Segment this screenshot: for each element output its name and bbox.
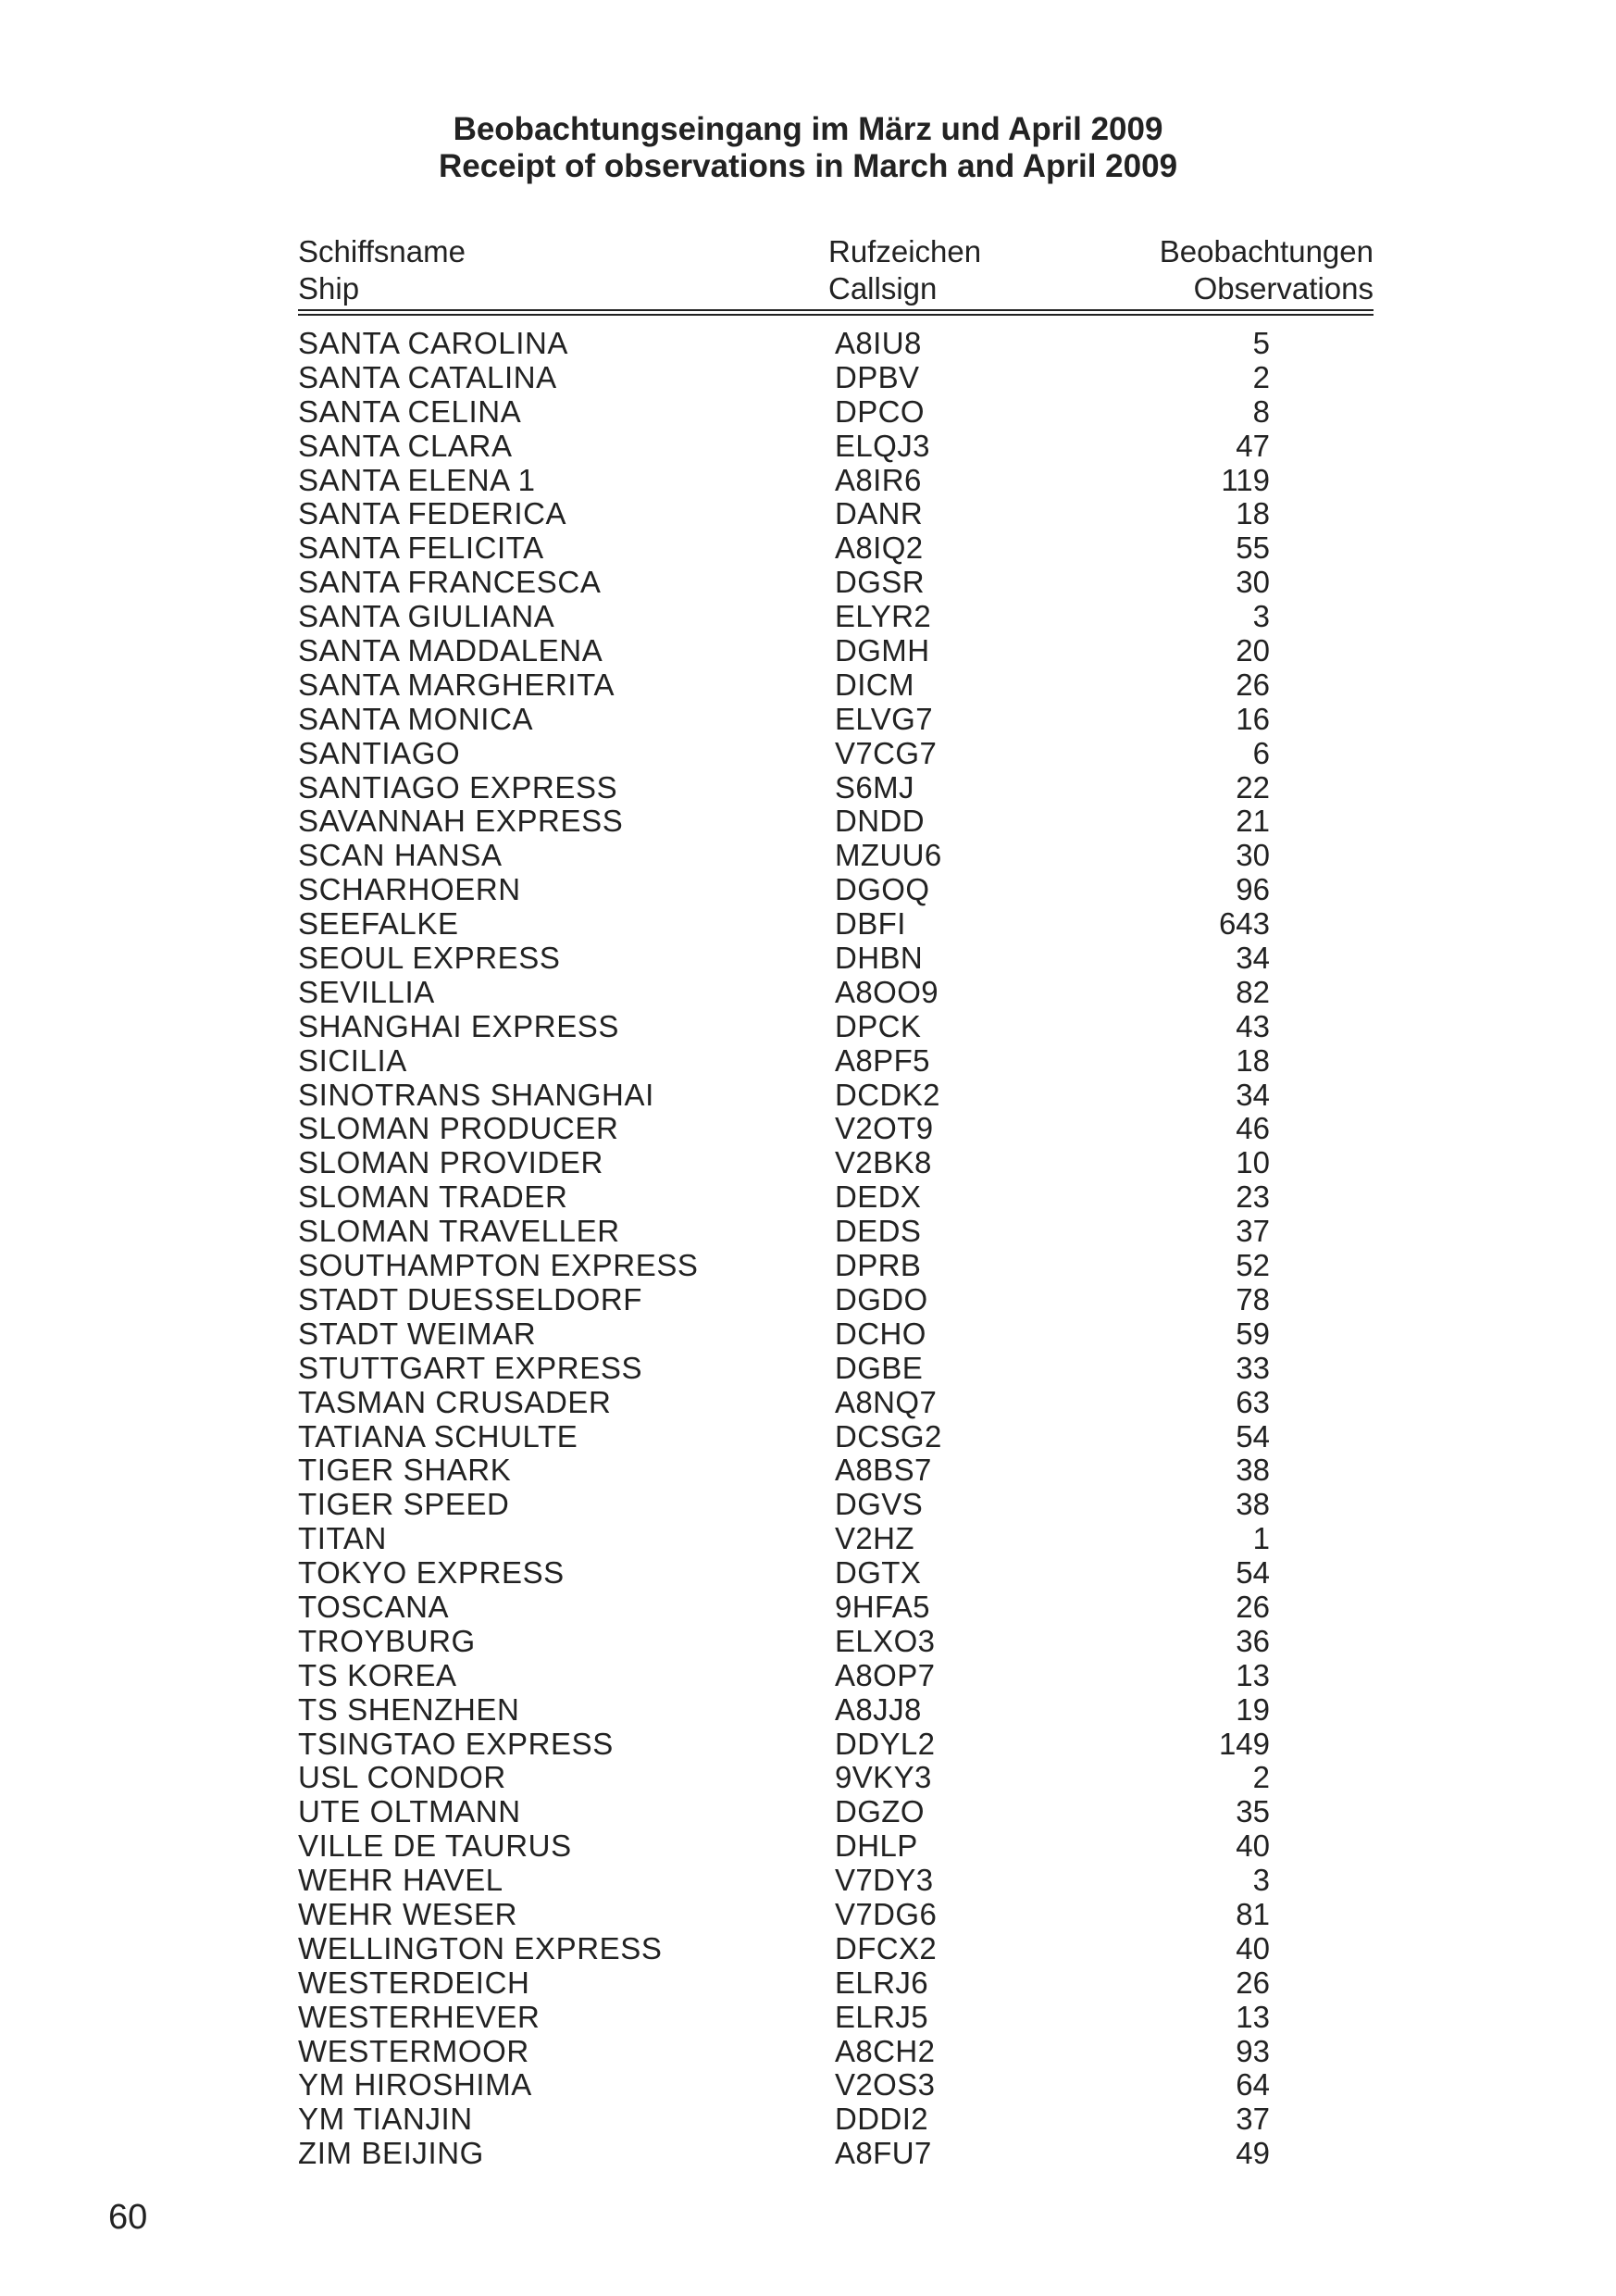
ship-name-cell: SANTA GIULIANA	[298, 599, 555, 634]
table-row	[298, 1317, 1270, 1352]
ship-name-cell: SANTA CAROLINA	[298, 326, 569, 360]
table-row	[298, 395, 1270, 430]
observations-cell: 33	[1236, 1350, 1270, 1385]
callsign-cell: DPBV	[835, 359, 920, 394]
callsign-cell: ELRJ6	[835, 1965, 929, 2000]
observations-cell: 54	[1236, 1555, 1270, 1591]
observations-cell: 1	[1252, 1521, 1270, 1556]
ship-name-cell: SLOMAN TRAVELLER	[298, 1214, 620, 1249]
observations-cell: 18	[1236, 1042, 1270, 1078]
observations-cell: 26	[1236, 1589, 1270, 1624]
observations-cell: 8	[1252, 393, 1270, 429]
ship-name-cell: SEEFALKE	[298, 906, 459, 942]
callsign-cell: ELXO3	[835, 1623, 936, 1658]
table-row	[298, 531, 1270, 566]
table-row	[298, 2068, 1270, 2103]
header-ship-de: Schiffsname	[298, 234, 466, 268]
callsign-cell: DGTX	[835, 1555, 922, 1591]
observations-cell: 49	[1236, 2136, 1270, 2171]
table-row	[298, 1249, 1270, 1283]
observations-cell: 82	[1236, 974, 1270, 1009]
ship-name-cell: YM HIROSHIMA	[298, 2067, 532, 2103]
ship-name-cell: SANTA FELICITA	[298, 530, 544, 566]
callsign-cell: V7DY3	[835, 1863, 934, 1898]
table-row	[298, 1454, 1270, 1488]
observations-cell: 64	[1236, 2067, 1270, 2103]
callsign-cell: DDDI2	[835, 2102, 929, 2137]
observations-cell: 23	[1236, 1179, 1270, 1215]
table-row	[298, 668, 1270, 703]
observations-cell: 34	[1236, 1077, 1270, 1112]
callsign-cell: DBFI	[835, 906, 906, 942]
callsign-cell: V2HZ	[835, 1521, 914, 1556]
ship-name-cell: SICILIA	[298, 1042, 407, 1078]
table-row	[298, 566, 1270, 600]
table-row	[298, 1795, 1270, 1829]
observations-cell: 3	[1252, 599, 1270, 634]
callsign-cell: DGDO	[835, 1281, 928, 1316]
callsign-cell: V2BK8	[835, 1145, 932, 1180]
ship-name-cell: SCAN HANSA	[298, 838, 503, 873]
observations-cell: 3	[1252, 1863, 1270, 1898]
callsign-cell: DGSR	[835, 565, 925, 600]
ship-name-cell: UTE OLTMANN	[298, 1794, 521, 1829]
ship-name-cell: STADT DUESSELDORF	[298, 1281, 643, 1316]
table-row	[298, 1898, 1270, 1932]
table-row	[298, 1864, 1270, 1898]
ship-name-cell: SAVANNAH EXPRESS	[298, 804, 624, 839]
observations-cell: 78	[1236, 1281, 1270, 1316]
observations-cell: 59	[1236, 1316, 1270, 1351]
ship-name-cell: SLOMAN PRODUCER	[298, 1111, 619, 1146]
observations-cell: 2	[1252, 1760, 1270, 1795]
ship-name-cell: SEVILLIA	[298, 974, 435, 1009]
ship-name-cell: ZIM BEIJING	[298, 2136, 484, 2171]
ship-name-cell: TASMAN CRUSADER	[298, 1384, 612, 1419]
ship-name-cell: SANTA CELINA	[298, 393, 522, 429]
callsign-cell: V7CG7	[835, 735, 938, 770]
callsign-cell: DGVS	[835, 1487, 924, 1522]
ship-name-cell: TIGER SPEED	[298, 1487, 510, 1522]
ship-name-cell: SINOTRANS SHANGHAI	[298, 1077, 654, 1112]
observations-cell: 30	[1236, 565, 1270, 600]
callsign-cell: A8FU7	[835, 2136, 932, 2171]
callsign-cell: DGOQ	[835, 872, 930, 907]
table-row	[298, 1386, 1270, 1420]
callsign-cell: A8JJ8	[835, 1691, 922, 1727]
observations-cell: 37	[1236, 2102, 1270, 2137]
header-callsign-de: Rufzeichen	[828, 234, 982, 268]
table-row	[298, 497, 1270, 531]
table-row	[298, 2103, 1270, 2137]
ship-name-cell: WESTERMOOR	[298, 2033, 529, 2068]
observations-cell: 63	[1236, 1384, 1270, 1419]
callsign-cell: DPCK	[835, 1008, 922, 1043]
observations-cell: 43	[1236, 1008, 1270, 1043]
observations-cell: 36	[1236, 1623, 1270, 1658]
ship-name-cell: STADT WEIMAR	[298, 1316, 537, 1351]
observations-cell: 26	[1236, 1965, 1270, 2000]
callsign-cell: ELVG7	[835, 701, 933, 736]
callsign-cell: A8CH2	[835, 2033, 936, 2068]
table-row	[298, 839, 1270, 873]
callsign-cell: DICM	[835, 667, 914, 702]
page-title-en: Receipt of observations in March and April 2009	[438, 148, 1178, 184]
observations-cell: 5	[1252, 326, 1270, 360]
table-row	[298, 1488, 1270, 1522]
ship-name-cell: SANTIAGO	[298, 735, 461, 770]
ship-name-cell: SANTA FRANCESCA	[298, 565, 602, 600]
callsign-cell: A8OO9	[835, 974, 939, 1009]
ship-name-cell: TROYBURG	[298, 1623, 476, 1658]
callsign-cell: DEDS	[835, 1214, 922, 1249]
page-number: 60	[108, 2198, 148, 2237]
observations-cell: 13	[1236, 1999, 1270, 2034]
header-divider-bottom	[298, 314, 1374, 316]
callsign-cell: S6MJ	[835, 769, 914, 805]
ship-name-cell: TSINGTAO EXPRESS	[298, 1726, 614, 1761]
table-row	[298, 1761, 1270, 1795]
table-row	[298, 1146, 1270, 1180]
ship-name-cell: TITAN	[298, 1521, 387, 1556]
table-row	[298, 464, 1270, 498]
table-row	[298, 1010, 1270, 1044]
ship-name-cell: SLOMAN TRADER	[298, 1179, 568, 1215]
table-row	[298, 1932, 1270, 1966]
observations-cell: 47	[1236, 428, 1270, 463]
ship-name-cell: TOSCANA	[298, 1589, 450, 1624]
ship-name-cell: SEOUL EXPRESS	[298, 941, 561, 976]
ship-name-cell: SHANGHAI EXPRESS	[298, 1008, 620, 1043]
callsign-cell: V7DG6	[835, 1896, 938, 1931]
callsign-cell: A8IU8	[835, 326, 922, 360]
observations-cell: 38	[1236, 1453, 1270, 1488]
callsign-cell: DGBE	[835, 1350, 924, 1385]
observations-cell: 19	[1236, 1691, 1270, 1727]
ship-name-cell: TS SHENZHEN	[298, 1691, 520, 1727]
ship-name-cell: USL CONDOR	[298, 1760, 506, 1795]
ship-name-cell: TOKYO EXPRESS	[298, 1555, 565, 1591]
callsign-cell: V2OT9	[835, 1111, 934, 1146]
ship-name-cell: TS KOREA	[298, 1657, 457, 1692]
observations-cell: 10	[1236, 1145, 1270, 1180]
table-row	[298, 976, 1270, 1010]
ship-name-cell: SANTA MONICA	[298, 701, 534, 736]
table-row	[298, 2035, 1270, 2069]
callsign-cell: A8BS7	[835, 1453, 932, 1488]
callsign-cell: DANR	[835, 496, 924, 531]
observations-cell: 20	[1236, 633, 1270, 668]
ship-name-cell: SANTA FEDERICA	[298, 496, 567, 531]
ship-name-cell: TATIANA SCHULTE	[298, 1418, 578, 1454]
table-row	[298, 1079, 1270, 1113]
observations-cell: 643	[1218, 906, 1270, 942]
header-observations-en: Observations	[1193, 271, 1374, 306]
callsign-cell: DEDX	[835, 1179, 922, 1215]
callsign-cell: DPCO	[835, 393, 925, 429]
table-row	[298, 361, 1270, 395]
table-row	[298, 1966, 1270, 2001]
callsign-cell: MZUU6	[835, 838, 942, 873]
ship-name-cell: SLOMAN PROVIDER	[298, 1145, 603, 1180]
ship-name-cell: SOUTHAMPTON EXPRESS	[298, 1248, 699, 1283]
header-ship-en: Ship	[298, 271, 360, 306]
ship-name-cell: WEHR HAVEL	[298, 1863, 503, 1898]
observations-cell: 93	[1236, 2033, 1270, 2068]
header-callsign-en: Callsign	[828, 271, 938, 306]
ship-name-cell: STUTTGART EXPRESS	[298, 1350, 643, 1385]
observations-cell: 18	[1236, 496, 1270, 531]
table-row	[298, 327, 1270, 361]
observations-cell: 54	[1236, 1418, 1270, 1454]
table-row	[298, 1625, 1270, 1659]
header-observations-de: Beobachtungen	[1159, 234, 1374, 268]
table-row	[298, 907, 1270, 942]
table-row	[298, 430, 1270, 464]
ship-name-cell: SANTA CLARA	[298, 428, 513, 463]
callsign-cell: DDYL2	[835, 1726, 936, 1761]
table-row	[298, 703, 1270, 737]
table-row	[298, 1556, 1270, 1591]
table-row	[298, 771, 1270, 805]
observations-cell: 22	[1236, 769, 1270, 805]
ship-name-cell: WEHR WESER	[298, 1896, 517, 1931]
observations-cell: 40	[1236, 1930, 1270, 1965]
table-row	[298, 634, 1270, 668]
observations-cell: 13	[1236, 1657, 1270, 1692]
observations-cell: 46	[1236, 1111, 1270, 1146]
callsign-cell: DCHO	[835, 1316, 926, 1351]
observations-cell: 52	[1236, 1248, 1270, 1283]
observations-cell: 37	[1236, 1214, 1270, 1249]
table-row	[298, 1112, 1270, 1146]
table-row	[298, 1591, 1270, 1625]
table-row	[298, 805, 1270, 839]
callsign-cell: DGZO	[835, 1794, 925, 1829]
ship-name-cell: YM TIANJIN	[298, 2102, 473, 2137]
table-row	[298, 737, 1270, 771]
table-row	[298, 873, 1270, 907]
table-row	[298, 1352, 1270, 1386]
ship-name-cell: SANTA MARGHERITA	[298, 667, 615, 702]
callsign-cell: DNDD	[835, 804, 925, 839]
table-row	[298, 1659, 1270, 1693]
observations-cell: 38	[1236, 1487, 1270, 1522]
table-row	[298, 1829, 1270, 1864]
callsign-cell: DFCX2	[835, 1930, 938, 1965]
observations-cell: 40	[1236, 1828, 1270, 1864]
callsign-cell: 9HFA5	[835, 1589, 930, 1624]
observations-cell: 26	[1236, 667, 1270, 702]
callsign-cell: DCDK2	[835, 1077, 940, 1112]
observations-cell: 16	[1236, 701, 1270, 736]
table-row	[298, 1044, 1270, 1079]
ship-name-cell: WESTERHEVER	[298, 1999, 541, 2034]
ship-name-cell: SANTIAGO EXPRESS	[298, 769, 618, 805]
observations-cell: 30	[1236, 838, 1270, 873]
callsign-cell: ELQJ3	[835, 428, 930, 463]
ship-name-cell: WESTERDEICH	[298, 1965, 530, 2000]
table-row	[298, 1180, 1270, 1215]
observations-cell: 21	[1236, 804, 1270, 839]
table-row	[298, 2137, 1270, 2171]
callsign-cell: A8IQ2	[835, 530, 924, 566]
callsign-cell: DHBN	[835, 941, 924, 976]
callsign-cell: 9VKY3	[835, 1760, 932, 1795]
observations-cell: 6	[1252, 735, 1270, 770]
observations-cell: 2	[1252, 359, 1270, 394]
table-row	[298, 1728, 1270, 1762]
callsign-cell: A8OP7	[835, 1657, 936, 1692]
observations-cell: 35	[1236, 1794, 1270, 1829]
table-row	[298, 942, 1270, 976]
ship-name-cell: SANTA ELENA 1	[298, 462, 536, 497]
table-row	[298, 2001, 1270, 2035]
callsign-cell: ELRJ5	[835, 1999, 929, 2034]
observations-cell: 119	[1221, 462, 1270, 497]
callsign-cell: V2OS3	[835, 2067, 936, 2103]
observations-cell: 81	[1236, 1896, 1270, 1931]
ship-name-cell: VILLE DE TAURUS	[298, 1828, 572, 1864]
callsign-cell: DCSG2	[835, 1418, 942, 1454]
ship-name-cell: WELLINGTON EXPRESS	[298, 1930, 663, 1965]
callsign-cell: A8NQ7	[835, 1384, 938, 1419]
observations-cell: 55	[1236, 530, 1270, 566]
observations-cell: 96	[1236, 872, 1270, 907]
ship-name-cell: SANTA MADDALENA	[298, 633, 603, 668]
callsign-cell: A8PF5	[835, 1042, 930, 1078]
header-divider-top	[298, 309, 1374, 311]
observations-table	[298, 327, 1270, 2171]
ship-name-cell: SANTA CATALINA	[298, 359, 557, 394]
ship-name-cell: TIGER SHARK	[298, 1453, 512, 1488]
callsign-cell: DHLP	[835, 1828, 918, 1864]
callsign-cell: DPRB	[835, 1248, 922, 1283]
callsign-cell: DGMH	[835, 633, 930, 668]
table-row	[298, 1283, 1270, 1317]
observations-cell: 149	[1218, 1726, 1270, 1761]
table-row	[298, 1420, 1270, 1454]
ship-name-cell: SCHARHOERN	[298, 872, 521, 907]
page-title-de: Beobachtungseingang im März und April 2009	[453, 111, 1163, 147]
callsign-cell: A8IR6	[835, 462, 922, 497]
callsign-cell: ELYR2	[835, 599, 932, 634]
table-row	[298, 1693, 1270, 1728]
table-row	[298, 1522, 1270, 1556]
table-row	[298, 600, 1270, 634]
observations-cell: 34	[1236, 941, 1270, 976]
table-row	[298, 1215, 1270, 1249]
